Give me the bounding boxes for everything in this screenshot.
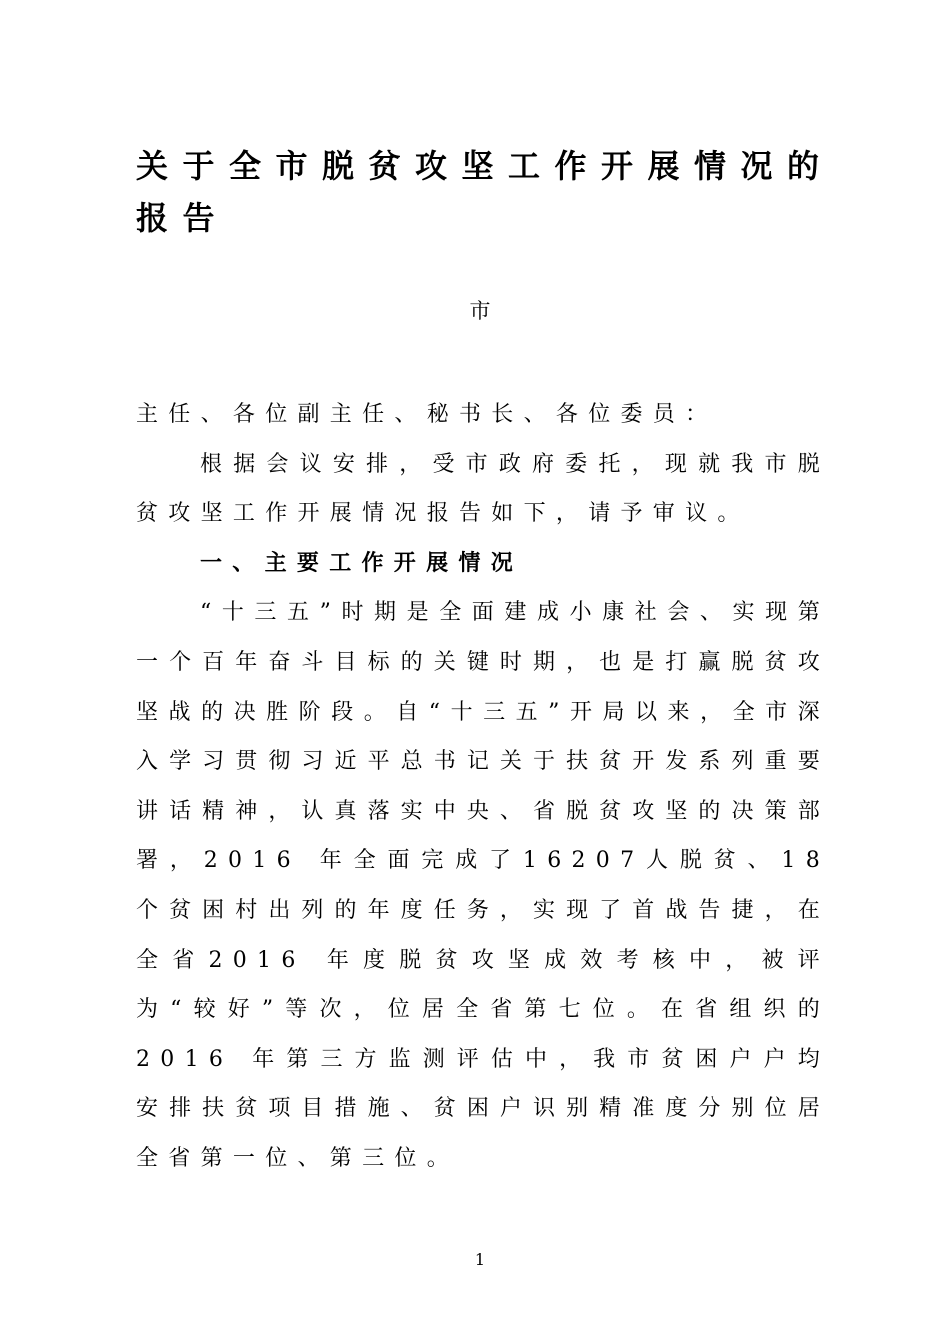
document-title: 关于全市脱贫攻坚工作开展情况的报告: [136, 147, 834, 237]
document-body: [136, 390, 830, 1184]
section-paragraph: “十三五”时期是全面建成小康社会、实现第一个百年奋斗目标的关键时期，也是打赢脱贫攻坚战的决胜阶段。自“十三五”开局以来，全市深入学习贯彻习近平总书记关于扶贫开发系列重要讲话精神，认真落实中央、省脱贫攻坚的决策部署，2016 年全面完成了16207人脱贫、18个贫困村出列的年度任务，实现了首战告捷，在全省2016 年度脱贫攻坚成效考核中，被评为“较好”等次，位居全省第七位。在省组织的2016 年第三方监测评估中，我市贫困户户均安排扶贫项目措施、贫困户识别精准度分别位居全省第一位、第三位。: [136, 600, 830, 1171]
section-heading: 一、主要工作开展情况: [200, 550, 524, 576]
salutation: 主任、各位副主任、秘书长、各位委员：: [136, 402, 718, 427]
page-number: 1: [474, 1250, 486, 1269]
document-author: 市: [469, 299, 491, 323]
intro-paragraph: 根据会议安排，受市政府委托，现就我市脱贫攻坚工作开展情况报告如下，请予审议。: [136, 451, 830, 527]
